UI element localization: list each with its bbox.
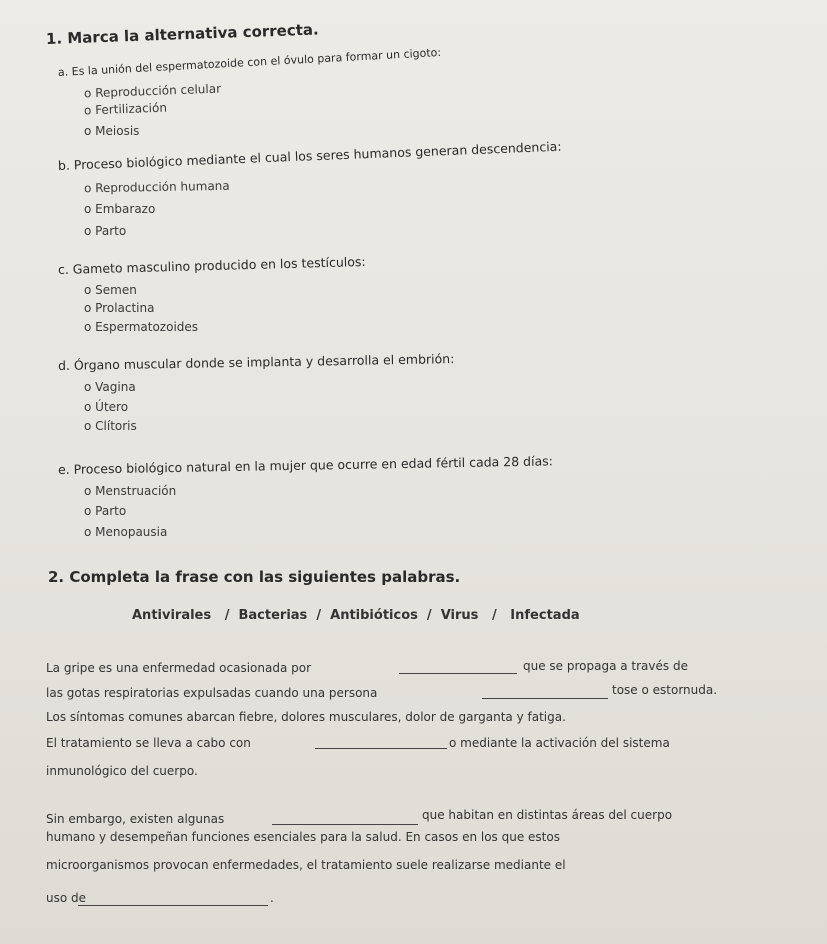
question-a-stem: a. Es la unión del espermatozoide con el óvulo para formar un cigoto:	[57, 45, 442, 79]
question-b-option-1[interactable]: o Reproducción humana	[83, 178, 230, 196]
question-d-option-1[interactable]: o Vagina	[84, 380, 136, 394]
blank-2[interactable]	[482, 698, 608, 699]
question-d-option-3[interactable]: o Clítoris	[84, 419, 137, 433]
question-b-option-3[interactable]: o Parto	[84, 224, 127, 238]
question-b-stem: b. Proceso biológico mediante el cual los seres humanos generan descendencia:	[57, 138, 562, 173]
question-c-option-3[interactable]: o Espermatozoides	[84, 320, 199, 334]
sentence-3: Los síntomas comunes abarcan fiebre, dolores musculares, dolor de garganta y fatiga.	[46, 710, 566, 724]
sentence-5: inmunológico del cuerpo.	[46, 764, 198, 778]
question-e-option-1[interactable]: o Menstruación	[84, 484, 177, 498]
question-a-option-2[interactable]: o Fertilización	[83, 100, 168, 118]
sentence-9-right: .	[270, 891, 274, 905]
word-bank: Antivirales / Bacterias / Antibióticos / Virus / Infectada	[132, 608, 580, 623]
question-d-option-2[interactable]: o Útero	[84, 400, 129, 414]
sentence-7: humano y desempeñan funciones esenciales para la salud. En casos en los que estos	[46, 830, 560, 844]
question-c-option-2[interactable]: o Prolactina	[84, 301, 155, 315]
sentence-9-left: uso de	[46, 891, 87, 905]
sentence-1-right: que se propaga a través de	[523, 659, 688, 673]
question-c-stem: c. Gameto masculino producido en los testículos:	[57, 253, 366, 277]
question-e-option-3[interactable]: o Menopausia	[84, 525, 168, 539]
question-e-stem: e. Proceso biológico natural en la mujer que ocurre en edad fértil cada 28 días:	[57, 453, 554, 477]
question-c-option-1[interactable]: o Semen	[84, 283, 137, 297]
sentence-4-left: El tratamiento se lleva a cabo con	[46, 736, 251, 750]
blank-5[interactable]	[78, 905, 268, 906]
sentence-6-left: Sin embargo, existen algunas	[46, 812, 225, 826]
question-a-option-1[interactable]: o Reproducción celular	[83, 81, 222, 101]
sentence-2-left: las gotas respiratorias expulsadas cuando una persona	[46, 686, 378, 700]
blank-3[interactable]	[315, 748, 447, 749]
blank-1[interactable]	[399, 673, 517, 674]
question-d-stem: d. Órgano muscular donde se implanta y desarrolla el embrión:	[57, 351, 455, 373]
section2-title: 2. Completa la frase con las siguientes palabras.	[48, 568, 461, 586]
question-e-option-2[interactable]: o Parto	[84, 504, 127, 518]
section1-title: 1. Marca la alternativa correcta.	[45, 20, 319, 48]
sentence-1-left: La gripe es una enfermedad ocasionada por	[46, 661, 312, 675]
sentence-8: microorganismos provocan enfermedades, el tratamiento suele realizarse mediante el	[46, 858, 566, 872]
sentence-6-right: que habitan en distintas áreas del cuerpo	[422, 808, 673, 822]
blank-4[interactable]	[272, 824, 418, 825]
sentence-2-right: tose o estornuda.	[612, 683, 718, 697]
sentence-4-right: o mediante la activación del sistema	[449, 736, 670, 750]
question-a-option-3[interactable]: o Meiosis	[84, 124, 140, 138]
question-b-option-2[interactable]: o Embarazo	[84, 202, 156, 216]
